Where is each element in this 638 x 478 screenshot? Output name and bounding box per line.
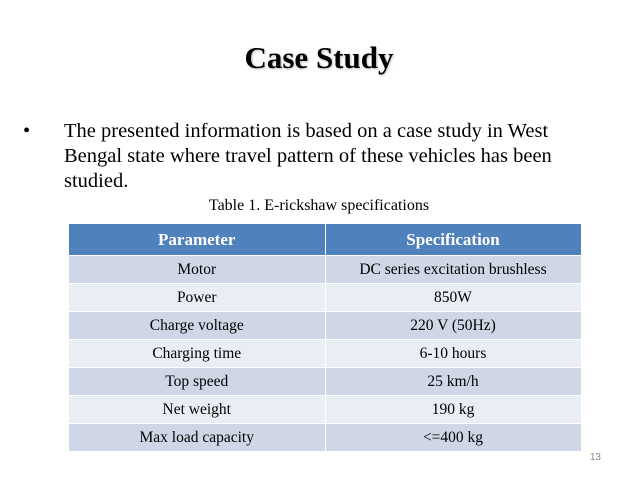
cell-specification: 850W xyxy=(325,284,581,312)
cell-parameter: Top speed xyxy=(69,368,325,396)
cell-parameter: Power xyxy=(69,284,325,312)
cell-specification: DC series excitation brushless xyxy=(325,256,581,284)
table-row xyxy=(69,312,581,340)
cell-parameter: Charge voltage xyxy=(69,312,325,340)
bullet-text: The presented information is based on a case study in West Bengal state where travel pattern of these vehicles has been studied. xyxy=(64,120,552,192)
page-number: 13 xyxy=(589,452,601,463)
table-row xyxy=(69,368,581,396)
table-row xyxy=(69,340,581,368)
cell-specification: 6-10 hours xyxy=(325,340,581,368)
cell-parameter: Max load capacity xyxy=(69,424,325,452)
cell-specification: 220 V (50Hz) xyxy=(325,312,581,340)
header-parameter: Parameter xyxy=(69,224,325,256)
table-row xyxy=(69,256,581,284)
table-header-row xyxy=(69,224,581,256)
table-row xyxy=(69,424,581,452)
bullet-point xyxy=(23,119,596,194)
cell-specification: <=400 kg xyxy=(325,424,581,452)
cell-parameter: Charging time xyxy=(69,340,325,368)
table-row xyxy=(69,396,581,424)
cell-specification: 190 kg xyxy=(325,396,581,424)
header-specification: Specification xyxy=(325,224,581,256)
cell-parameter: Motor xyxy=(69,256,325,284)
table-caption: Table 1. E-rickshaw specifications xyxy=(208,197,430,214)
cell-parameter: Net weight xyxy=(69,396,325,424)
slide-title: Case Study xyxy=(244,40,394,75)
table-row xyxy=(69,284,581,312)
cell-specification: 25 km/h xyxy=(325,368,581,396)
bullet-dot: • xyxy=(23,120,31,142)
specifications-table xyxy=(69,224,582,451)
